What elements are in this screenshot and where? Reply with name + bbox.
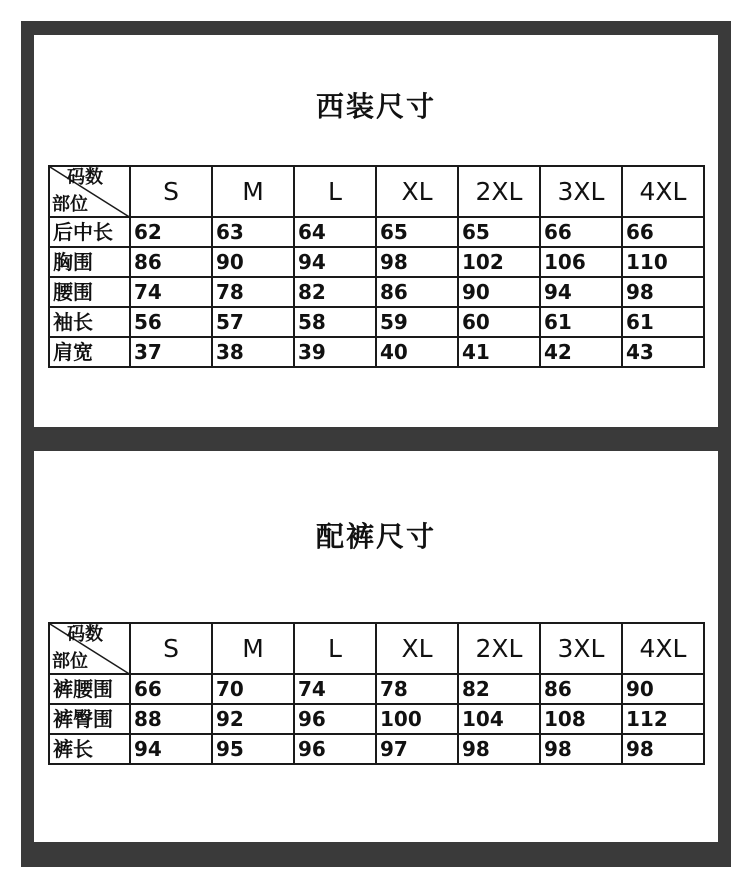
- corner-size-label: 码数: [67, 167, 103, 188]
- table-cell: 78: [376, 674, 458, 704]
- table-row: [49, 734, 704, 764]
- corner-part-label: 部位: [52, 194, 88, 215]
- table-cell: 94: [130, 734, 212, 764]
- table-cell: 98: [376, 247, 458, 277]
- table-cell: 82: [458, 674, 540, 704]
- table-row: [49, 307, 704, 337]
- table-cell: 66: [622, 217, 704, 247]
- size-header-2xl: 2XL: [458, 623, 540, 674]
- table-cell: 61: [540, 307, 622, 337]
- table-cell: 59: [376, 307, 458, 337]
- table-row: [49, 704, 704, 734]
- pants-size-title: 配裤尺寸: [315, 520, 436, 553]
- table-cell: 74: [130, 277, 212, 307]
- table-cell: 65: [376, 217, 458, 247]
- size-header-xl: XL: [376, 166, 458, 217]
- table-cell: 98: [622, 277, 704, 307]
- table-cell: 57: [212, 307, 294, 337]
- table-cell: 110: [622, 247, 704, 277]
- table-cell: 56: [130, 307, 212, 337]
- table-cell: 112: [622, 704, 704, 734]
- row-label: 肩宽: [49, 337, 130, 367]
- row-label: 后中长: [49, 217, 130, 247]
- table-cell: 42: [540, 337, 622, 367]
- table-cell: 40: [376, 337, 458, 367]
- size-header-l: L: [294, 166, 376, 217]
- row-label: 胸围: [49, 247, 130, 277]
- table-cell: 37: [130, 337, 212, 367]
- table-cell: 58: [294, 307, 376, 337]
- table-cell: 106: [540, 247, 622, 277]
- pants-size-table: [48, 622, 705, 765]
- size-header-m: M: [212, 623, 294, 674]
- table-cell: 94: [294, 247, 376, 277]
- table-row: [49, 247, 704, 277]
- table-cell: 41: [458, 337, 540, 367]
- size-header-3xl: 3XL: [540, 166, 622, 217]
- table-cell: 61: [622, 307, 704, 337]
- table-corner-cell: [49, 166, 130, 217]
- corner-part-label: 部位: [52, 651, 88, 672]
- table-cell: 96: [294, 704, 376, 734]
- table-cell: 104: [458, 704, 540, 734]
- table-cell: 102: [458, 247, 540, 277]
- table-cell: 92: [212, 704, 294, 734]
- table-cell: 39: [294, 337, 376, 367]
- suit-size-title: 西装尺寸: [315, 90, 436, 123]
- table-cell: 78: [212, 277, 294, 307]
- row-label: 裤腰围: [49, 674, 130, 704]
- size-header-4xl: 4XL: [622, 166, 704, 217]
- table-cell: 100: [376, 704, 458, 734]
- table-cell: 64: [294, 217, 376, 247]
- table-cell: 86: [540, 674, 622, 704]
- row-label: 裤臀围: [49, 704, 130, 734]
- table-cell: 86: [376, 277, 458, 307]
- table-corner-cell: [49, 623, 130, 674]
- suit-size-table: [48, 165, 705, 368]
- table-cell: 38: [212, 337, 294, 367]
- table-cell: 90: [212, 247, 294, 277]
- table-header-row: [49, 166, 704, 217]
- table-cell: 65: [458, 217, 540, 247]
- table-cell: 66: [130, 674, 212, 704]
- size-header-3xl: 3XL: [540, 623, 622, 674]
- table-cell: 90: [622, 674, 704, 704]
- table-cell: 97: [376, 734, 458, 764]
- table-row: [49, 277, 704, 307]
- table-cell: 82: [294, 277, 376, 307]
- table-cell: 74: [294, 674, 376, 704]
- size-header-s: S: [130, 623, 212, 674]
- size-header-s: S: [130, 166, 212, 217]
- table-cell: 60: [458, 307, 540, 337]
- table-cell: 88: [130, 704, 212, 734]
- table-cell: 98: [540, 734, 622, 764]
- table-cell: 63: [212, 217, 294, 247]
- size-header-4xl: 4XL: [622, 623, 704, 674]
- size-header-m: M: [212, 166, 294, 217]
- table-cell: 86: [130, 247, 212, 277]
- table-cell: 62: [130, 217, 212, 247]
- table-cell: 98: [458, 734, 540, 764]
- row-label: 裤长: [49, 734, 130, 764]
- table-cell: 43: [622, 337, 704, 367]
- table-cell: 66: [540, 217, 622, 247]
- table-row: [49, 337, 704, 367]
- row-label: 袖长: [49, 307, 130, 337]
- size-header-l: L: [294, 623, 376, 674]
- table-row: [49, 217, 704, 247]
- corner-size-label: 码数: [67, 624, 103, 645]
- table-cell: 98: [622, 734, 704, 764]
- table-cell: 70: [212, 674, 294, 704]
- size-header-2xl: 2XL: [458, 166, 540, 217]
- table-cell: 94: [540, 277, 622, 307]
- table-row: [49, 674, 704, 704]
- table-cell: 96: [294, 734, 376, 764]
- table-header-row: [49, 623, 704, 674]
- table-cell: 95: [212, 734, 294, 764]
- row-label: 腰围: [49, 277, 130, 307]
- size-header-xl: XL: [376, 623, 458, 674]
- table-cell: 108: [540, 704, 622, 734]
- table-cell: 90: [458, 277, 540, 307]
